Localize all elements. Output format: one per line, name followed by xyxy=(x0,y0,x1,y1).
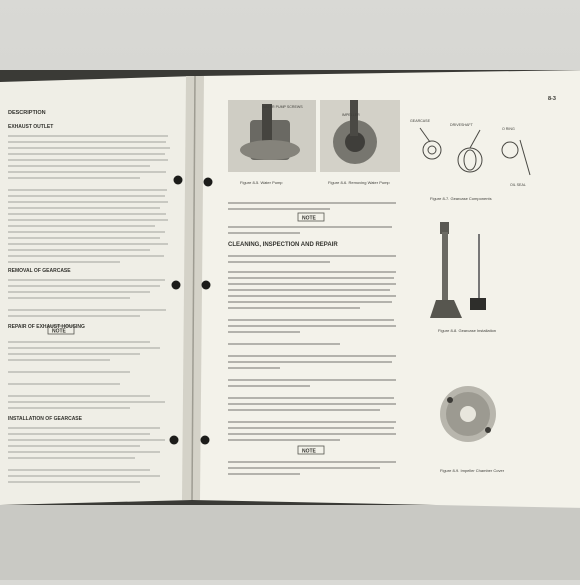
right-note-label-1: NOTE xyxy=(302,215,316,222)
callout-impeller: IMPELLER xyxy=(342,113,360,117)
left-note-label: NOTE xyxy=(52,328,66,335)
left-page xyxy=(0,76,196,505)
figure-8-7-caption: Figure 8-7. Gearcase Components xyxy=(430,196,492,201)
callout-oil-seal: OIL SEAL xyxy=(510,183,526,187)
callout-gearcase: GEARCASE xyxy=(410,119,430,123)
figure-8-8-photo xyxy=(412,210,562,320)
binder-hole xyxy=(202,281,211,290)
binder-hole xyxy=(172,281,181,290)
binder-hole xyxy=(174,176,183,185)
callout-driveshaft: DRIVESHAFT xyxy=(450,123,473,127)
left-heading-4: REPAIR OF EXHAUST HOUSING xyxy=(8,324,85,330)
left-heading-5: INSTALLATION OF GEARCASE xyxy=(8,416,82,422)
figure-8-9-caption: Figure 8-9. Impeller Chamber Cover xyxy=(440,468,505,473)
callout-o-ring: O RING xyxy=(502,127,515,131)
figure-8-6-caption: Figure 8-6. Removing Water Pump xyxy=(328,180,390,185)
table-surface xyxy=(0,505,580,580)
binder-hole xyxy=(170,436,179,445)
left-heading-3: REMOVAL OF GEARCASE xyxy=(8,268,71,274)
section-heading: CLEANING, INSPECTION AND REPAIR xyxy=(228,242,338,248)
right-note-label-2: NOTE xyxy=(302,448,316,455)
binder-hole xyxy=(204,178,213,187)
left-heading-2: EXHAUST OUTLET xyxy=(8,124,54,130)
binder-hole xyxy=(201,436,210,445)
page-number: 8-3 xyxy=(548,96,556,102)
left-heading-1: DESCRIPTION xyxy=(8,110,46,116)
callout-water-pump-screws: WATER PUMP SCREWS xyxy=(262,105,303,109)
figure-8-5-caption: Figure 8-5. Water Pump xyxy=(240,180,283,185)
figure-8-8-caption: Figure 8-8. Gearcase Installation xyxy=(438,328,497,333)
